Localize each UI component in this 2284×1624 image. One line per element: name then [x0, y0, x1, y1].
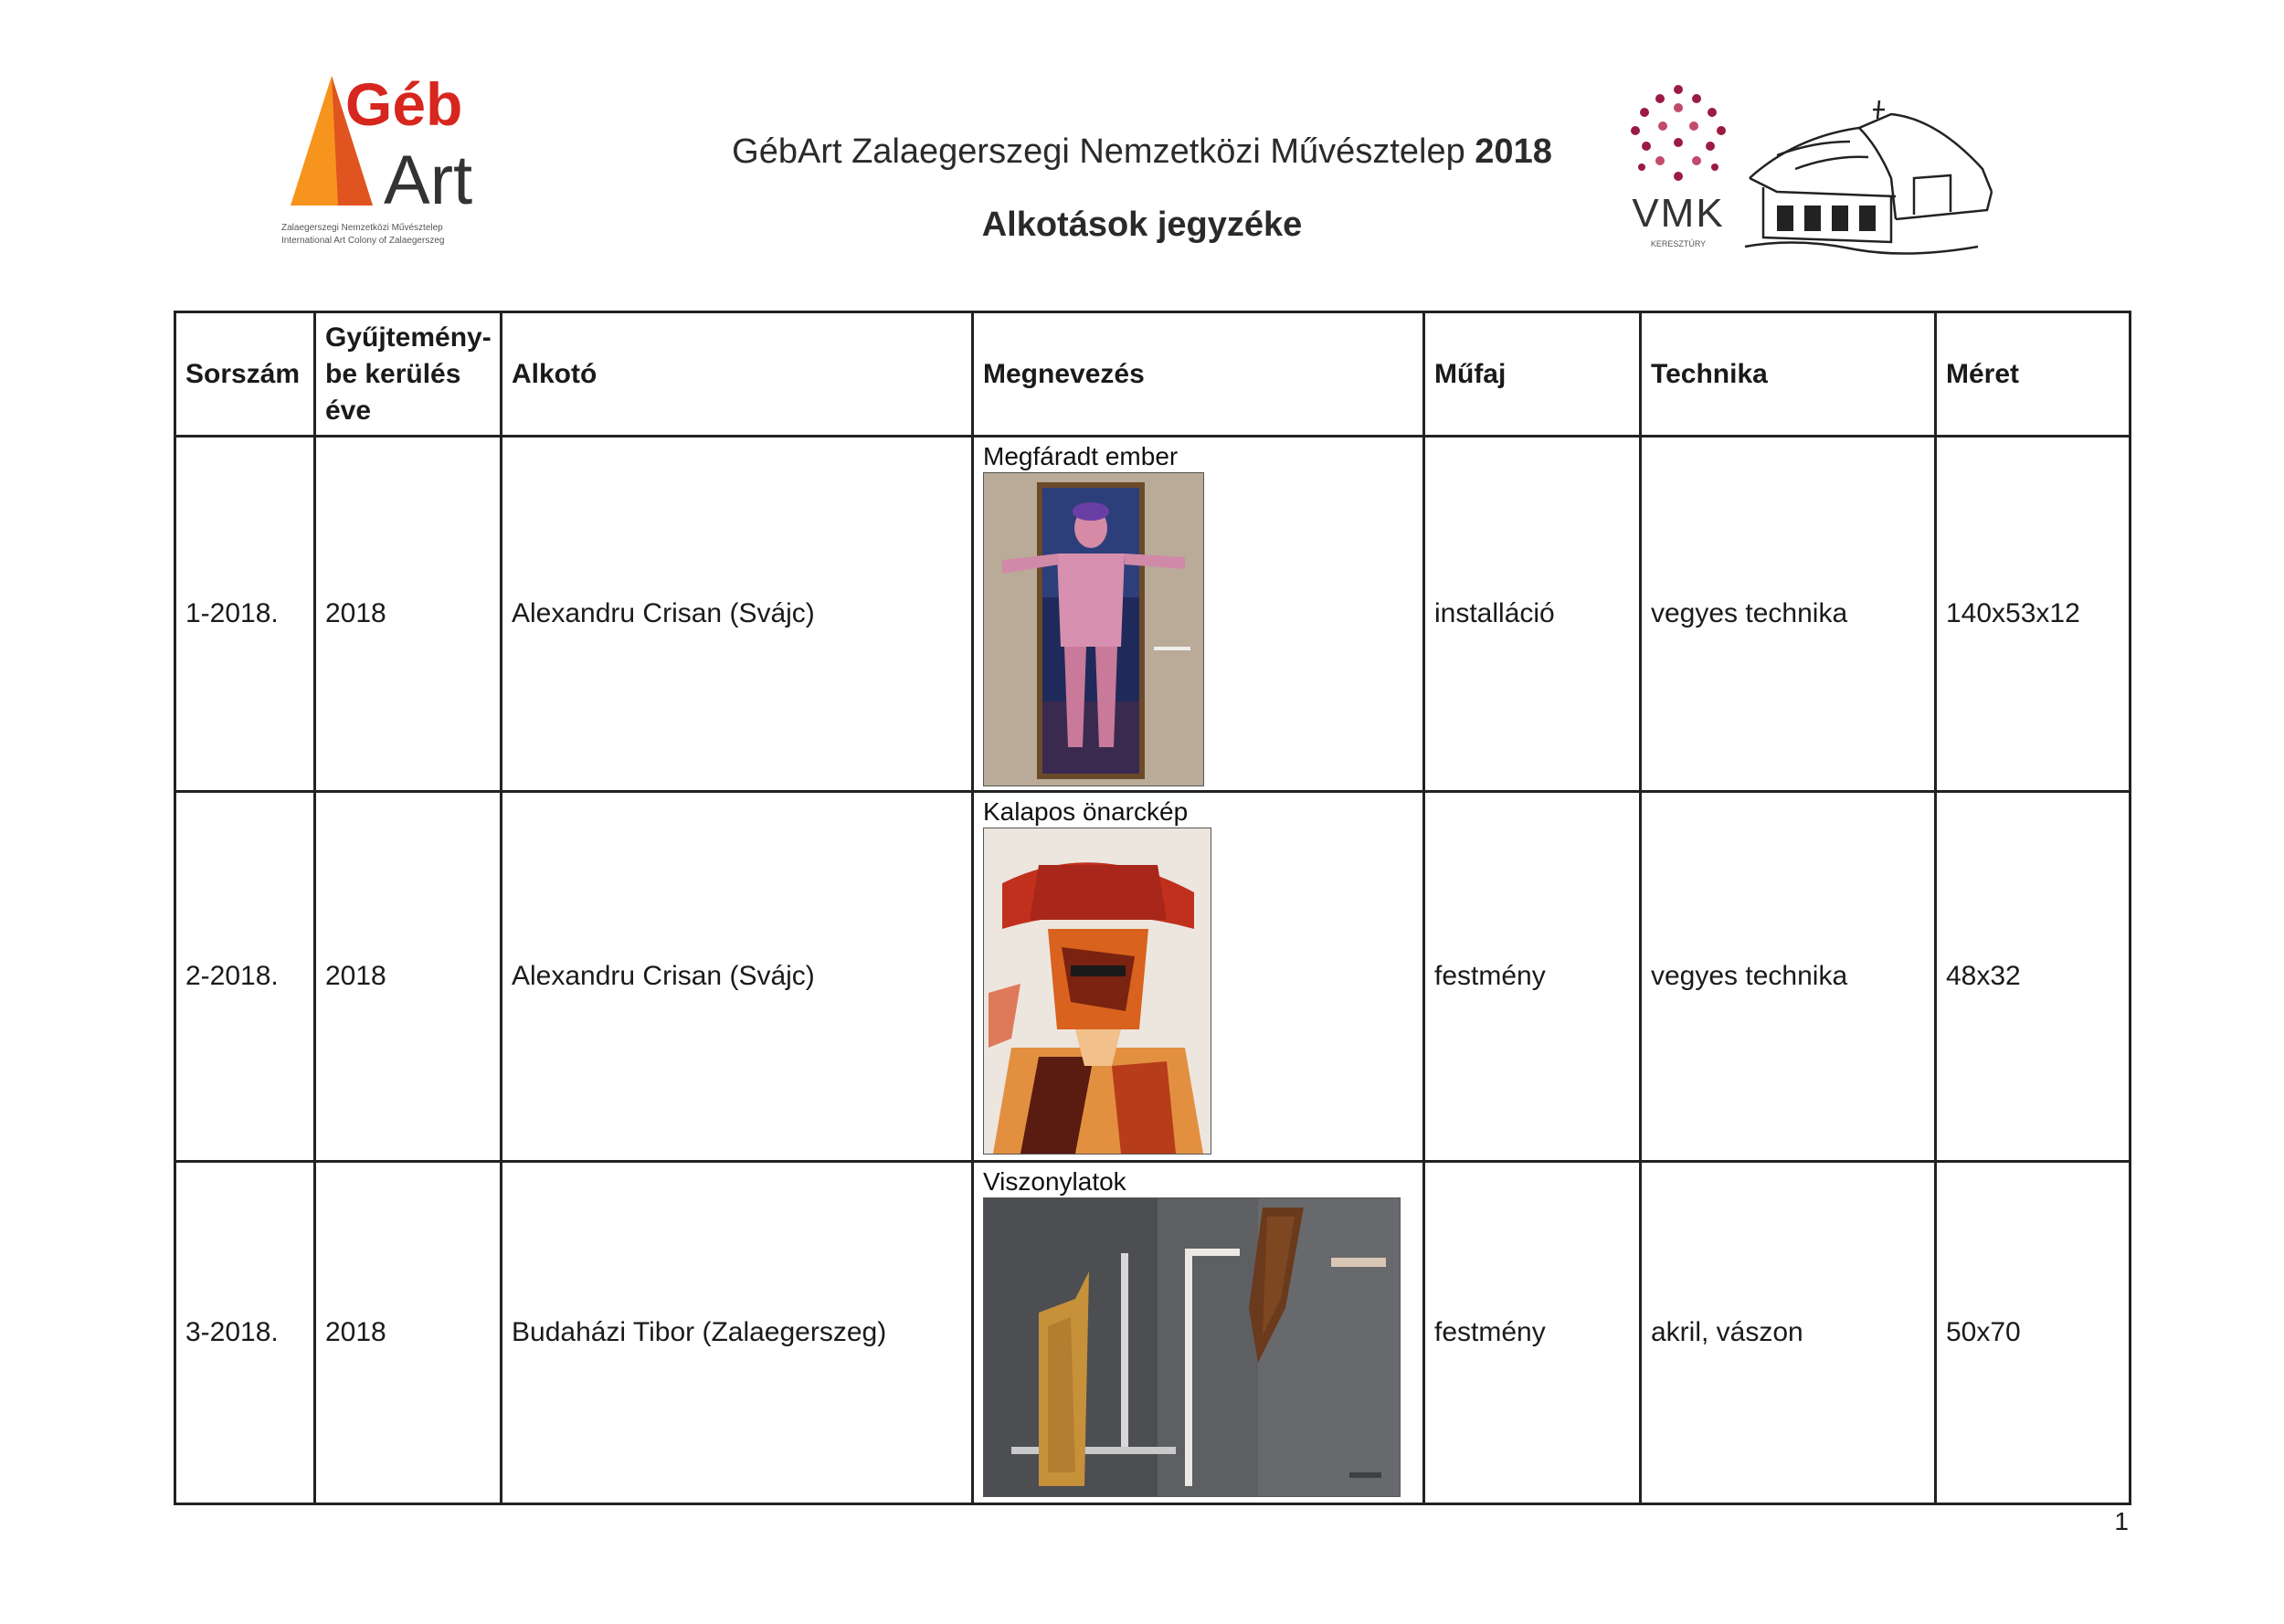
cell-mufaj: installáció — [1424, 437, 1641, 792]
logo-subline-1: Zalaegerszegi Nemzetközi Művésztelep — [281, 223, 443, 233]
title-year: 2018 — [1475, 132, 1552, 171]
artwork-title: Viszonylatok — [983, 1167, 1126, 1196]
cell-sorszam: 3-2018. — [175, 1162, 315, 1504]
cell-ev: 2018 — [315, 437, 502, 792]
cell-mufaj: festmény — [1424, 1162, 1641, 1504]
cell-sorszam: 2-2018. — [175, 792, 315, 1162]
thatched-house-drawing-icon — [1740, 91, 2005, 260]
vmk-subtext: KERESZTÚRY — [1650, 239, 1707, 248]
cell-megnevezes — [973, 437, 1424, 792]
column-header-megnevezes: Megnevezés — [973, 312, 1424, 437]
artwork-image-hat-self-portrait — [983, 828, 1211, 1155]
cell-alkoto: Budaházi Tibor (Zalaegerszeg) — [502, 1162, 973, 1504]
artwork-title: Megfáradt ember — [983, 442, 1179, 470]
column-header-meret: Méret — [1936, 312, 2131, 437]
column-header-alkoto: Alkotó — [502, 312, 973, 437]
vmk-dot-pattern — [1631, 85, 1726, 181]
artworks-table — [174, 311, 2131, 1505]
cell-technika: vegyes technika — [1641, 792, 1936, 1162]
column-header-technika: Technika — [1641, 312, 1936, 437]
page-number: 1 — [2114, 1507, 2129, 1535]
column-header-sorszam: Sorszám — [175, 312, 315, 437]
document-subtitle: Alkotások jegyzéke — [981, 206, 1303, 244]
cell-ev: 2018 — [315, 792, 502, 1162]
table-header-row — [175, 312, 2131, 437]
vmk-logo-graphic — [1619, 80, 1738, 263]
table-row — [175, 1162, 2131, 1504]
cell-mufaj: festmény — [1424, 792, 1641, 1162]
cell-meret: 140x53x12 — [1936, 437, 2131, 792]
column-header-ev: Gyűjtemény-be kerülés éve — [315, 312, 502, 437]
cell-meret: 48x32 — [1936, 792, 2131, 1162]
cell-technika: vegyes technika — [1641, 437, 1936, 792]
cell-alkoto: Alexandru Crisan (Svájc) — [502, 792, 973, 1162]
logo-subline-2: International Art Colony of Zalaegerszeg — [281, 236, 445, 246]
cell-sorszam: 1-2018. — [175, 437, 315, 792]
gebart-logo — [281, 69, 510, 256]
artwork-image-abstract-grey — [983, 1197, 1401, 1497]
cell-meret: 50x70 — [1936, 1162, 2131, 1504]
vmk-logo — [1619, 80, 1738, 263]
title-text: GébArt Zalaegerszegi Nemzetközi Művésztelep — [732, 132, 1465, 171]
document-title — [694, 132, 1590, 172]
cell-technika: akril, vászon — [1641, 1162, 1936, 1504]
table-row — [175, 792, 2131, 1162]
artwork-title: Kalapos önarckép — [983, 797, 1189, 826]
house-drawing-logo — [1740, 91, 2005, 260]
vmk-text: VMK — [1632, 191, 1725, 236]
column-header-mufaj: Műfaj — [1424, 312, 1641, 437]
logo-text-art: Art — [384, 142, 473, 219]
cell-megnevezes — [973, 1162, 1424, 1504]
table-row — [175, 437, 2131, 792]
cell-megnevezes — [973, 792, 1424, 1162]
artwork-image-standing-figure — [983, 472, 1204, 786]
logo-text-geb: Géb — [345, 70, 463, 138]
cell-alkoto: Alexandru Crisan (Svájc) — [502, 437, 973, 792]
cell-ev: 2018 — [315, 1162, 502, 1504]
